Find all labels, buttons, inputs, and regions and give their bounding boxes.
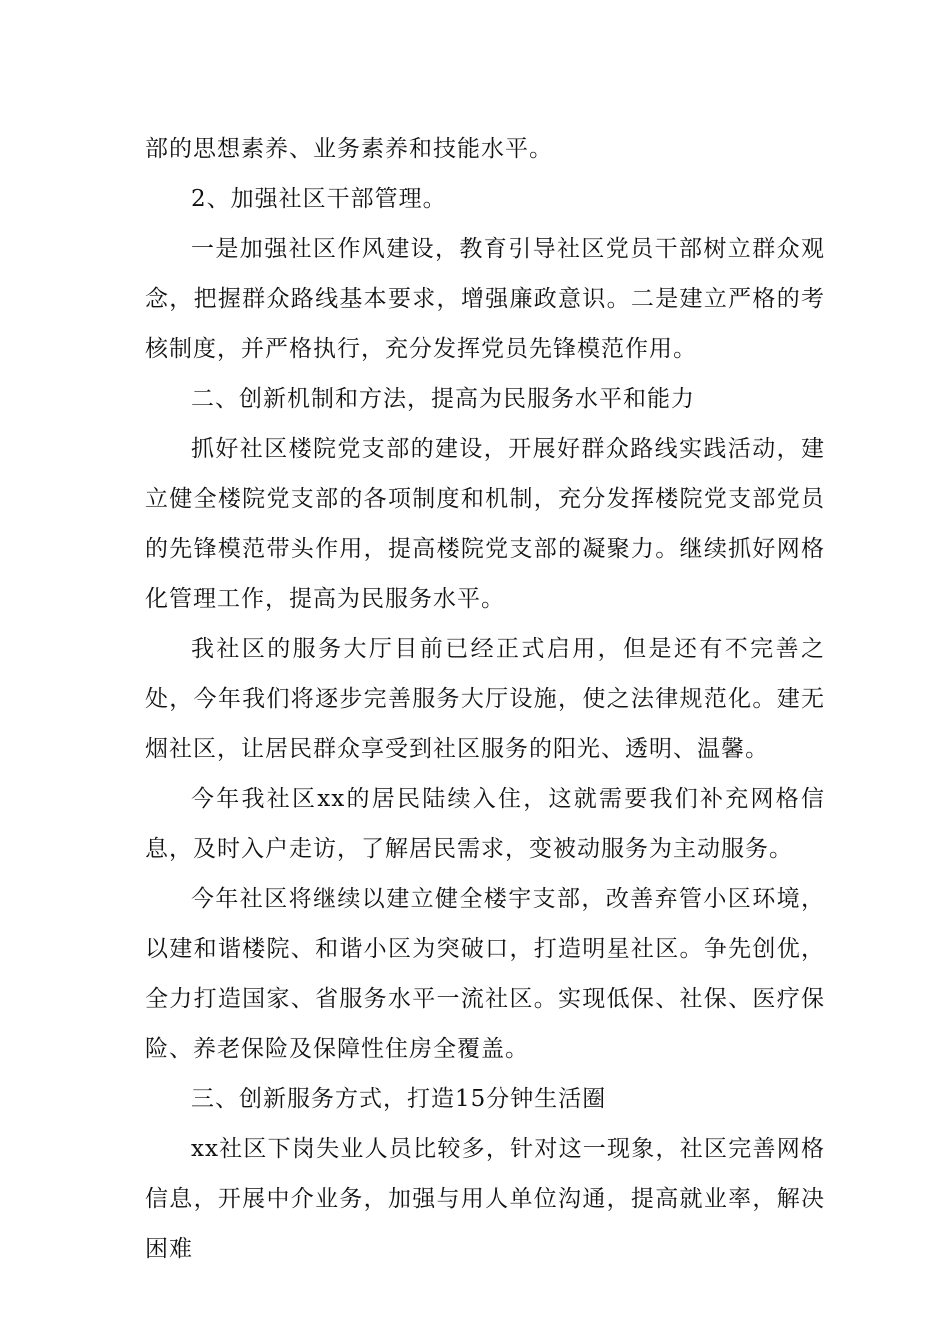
paragraph-residents: 今年我社区xx的居民陆续入住，这就需要我们补充网格信息，及时入户走访，了解居民需求，变被动服务为主动服务。 <box>145 786 825 862</box>
section-heading-2: 二、创新机制和方法，提高为民服务水平和能力 <box>191 386 695 412</box>
paragraph-employment: xx社区下岗失业人员比较多，针对这一现象，社区完善网格信息，开展中介业务，加强与用人单位沟通，提高就业率，解决困难 <box>145 1136 825 1262</box>
paragraph-star-community: 今年社区将继续以建立健全楼宇支部，改善弃管小区环境，以建和谐楼院、和谐小区为突破口，打造明星社区。争先创优，全力打造国家、省服务水平一流社区。实现低保、社保、医疗保险、养老保险及保障性住房全覆盖。 <box>145 886 825 1062</box>
paragraph-heading-2: 2、加强社区干部管理。 <box>191 186 447 212</box>
paragraph-service-hall: 我社区的服务大厅目前已经正式启用，但是还有不完善之处，今年我们将逐步完善服务大厅设施，使之法律规范化。建无烟社区，让居民群众享受到社区服务的阳光、透明、温馨。 <box>145 636 825 762</box>
paragraph-party-branch: 抓好社区楼院党支部的建设，开展好群众路线实践活动，建立健全楼院党支部的各项制度和机制，充分发挥楼院党支部党员的先锋模范带头作用，提高楼院党支部的凝聚力。继续抓好网格化管理工作，提高为民服务水平。 <box>145 436 825 612</box>
document-body <box>145 124 825 1274</box>
paragraph-continuation: 部的思想素养、业务素养和技能水平。 <box>145 136 553 162</box>
section-heading-3: 三、创新服务方式，打造15分钟生活圈 <box>191 1086 607 1112</box>
paragraph-cadre-management: 一是加强社区作风建设，教育引导社区党员干部树立群众观念，把握群众路线基本要求，增强廉政意识。二是建立严格的考核制度，并严格执行，充分发挥党员先锋模范作用。 <box>145 236 825 362</box>
